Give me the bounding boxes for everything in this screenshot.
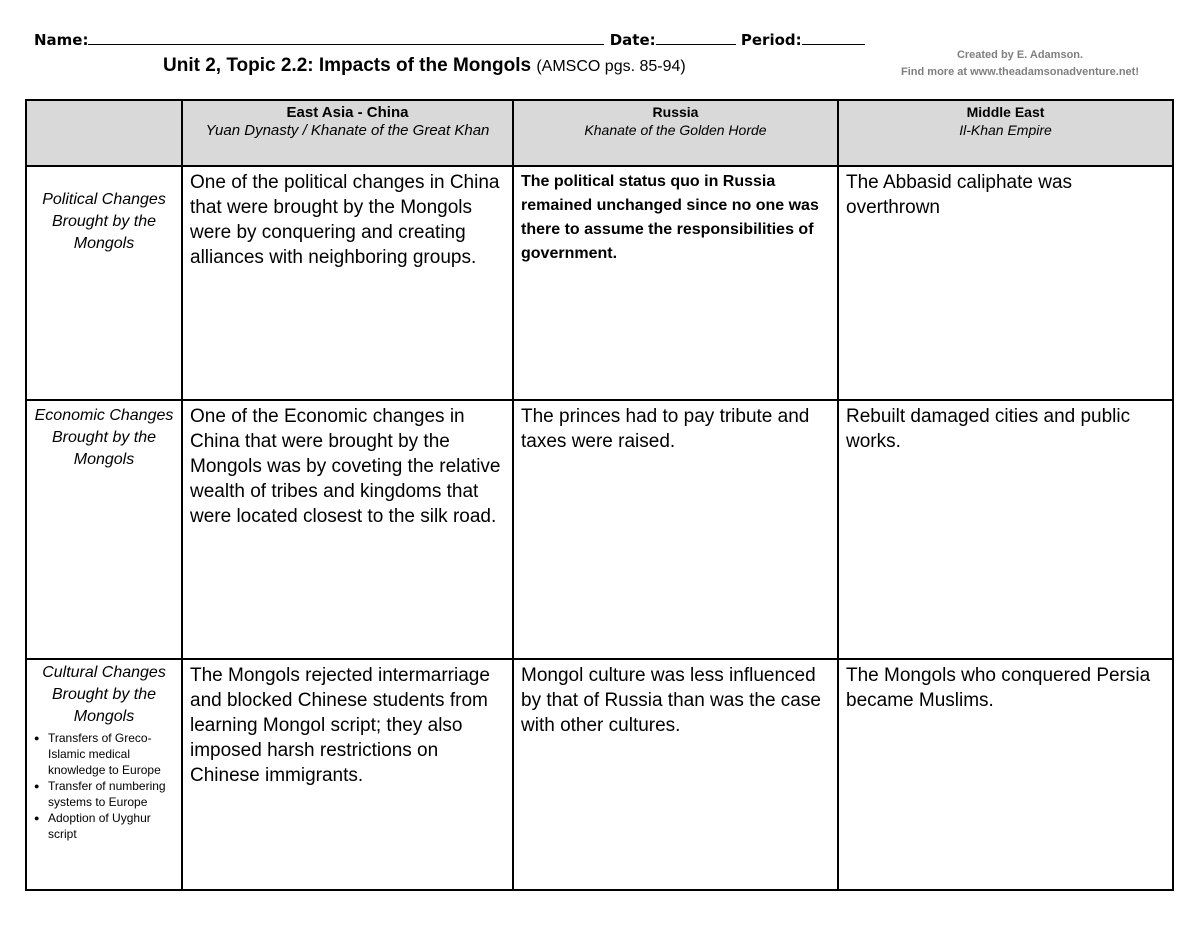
cell-political-middle-east[interactable]: The Abbasid caliphate was overthrown [838, 166, 1173, 400]
column-header-china [182, 100, 513, 166]
cell-cultural-middle-east[interactable]: The Mongols who conquered Persia became Muslims. [838, 659, 1173, 890]
credit-note [870, 47, 1170, 81]
student-info-line [34, 30, 865, 49]
cell-cultural-russia[interactable]: Mongol culture was less influenced by that of Russia than was the case with other cultures. [513, 659, 838, 890]
table-header-row [26, 100, 1173, 166]
period-label: Period: [740, 31, 802, 49]
cell-political-china[interactable]: One of the political changes in China that were brought by the Mongols were by conquering and creating alliances with neighboring groups. [182, 166, 513, 400]
name-label: Name: [34, 31, 89, 49]
corner-cell [26, 100, 182, 166]
column-header-middle-east [838, 100, 1173, 166]
row-label-economic-text: Economic Changes Brought by the Mongols [34, 407, 174, 468]
cell-political-russia[interactable]: The political status quo in Russia remained unchanged since no one was there to assume the responsibilities of government. [513, 166, 838, 400]
credit-website: Find more at www.theadamsonadventure.net! [901, 66, 1139, 78]
row-label-cultural-text: Cultural Changes Brought by the Mongols [42, 664, 166, 725]
list-item: ● Transfers of Greco-Islamic medical knowledge to Europe [33, 730, 181, 778]
column-header-russia [513, 100, 838, 166]
table-row-political [26, 166, 1173, 400]
title-main: Unit 2, Topic 2.2: Impacts of the Mongols [163, 55, 532, 76]
comparison-table [25, 99, 1174, 891]
cell-economic-china[interactable]: One of the Economic changes in China that were brought by the Mongols was by coveting the relative wealth of tribes and kingdoms that were located closest to the silk road. [182, 400, 513, 659]
period-blank[interactable] [802, 30, 865, 45]
credit-author: Created by E. Adamson. [956, 49, 1084, 61]
row-label-cultural [26, 659, 182, 890]
column-title: Russia [652, 104, 699, 120]
table-row-cultural [26, 659, 1173, 890]
title-pages: (AMSCO pgs. 85-94) [536, 58, 686, 75]
date-blank[interactable] [656, 30, 736, 45]
column-title: East Asia - China [286, 104, 409, 121]
column-title: Middle East [966, 104, 1045, 120]
cell-economic-russia[interactable]: The princes had to pay tribute and taxes were raised. [513, 400, 838, 659]
worksheet-title [163, 55, 686, 77]
name-blank[interactable] [88, 30, 604, 45]
cell-economic-middle-east[interactable]: Rebuilt damaged cities and public works. [838, 400, 1173, 659]
row-label-political: Political Changes Brought by the Mongols [26, 166, 182, 400]
list-item: ● Adoption of Uyghur script [33, 810, 181, 842]
column-subtitle: Khanate of the Golden Horde [584, 122, 767, 138]
column-subtitle: Il-Khan Empire [959, 122, 1052, 138]
table-row-economic [26, 400, 1173, 659]
row-label-economic [26, 400, 182, 659]
cultural-examples-list [27, 730, 181, 842]
column-subtitle: Yuan Dynasty / Khanate of the Great Khan [205, 122, 490, 139]
cell-cultural-china[interactable]: The Mongols rejected intermarriage and blocked Chinese students from learning Mongol script; they also imposed harsh restrictions on Chinese immigrants. [182, 659, 513, 890]
list-item: ● Transfer of numbering systems to Europe [33, 778, 181, 810]
date-label: Date: [609, 31, 656, 49]
